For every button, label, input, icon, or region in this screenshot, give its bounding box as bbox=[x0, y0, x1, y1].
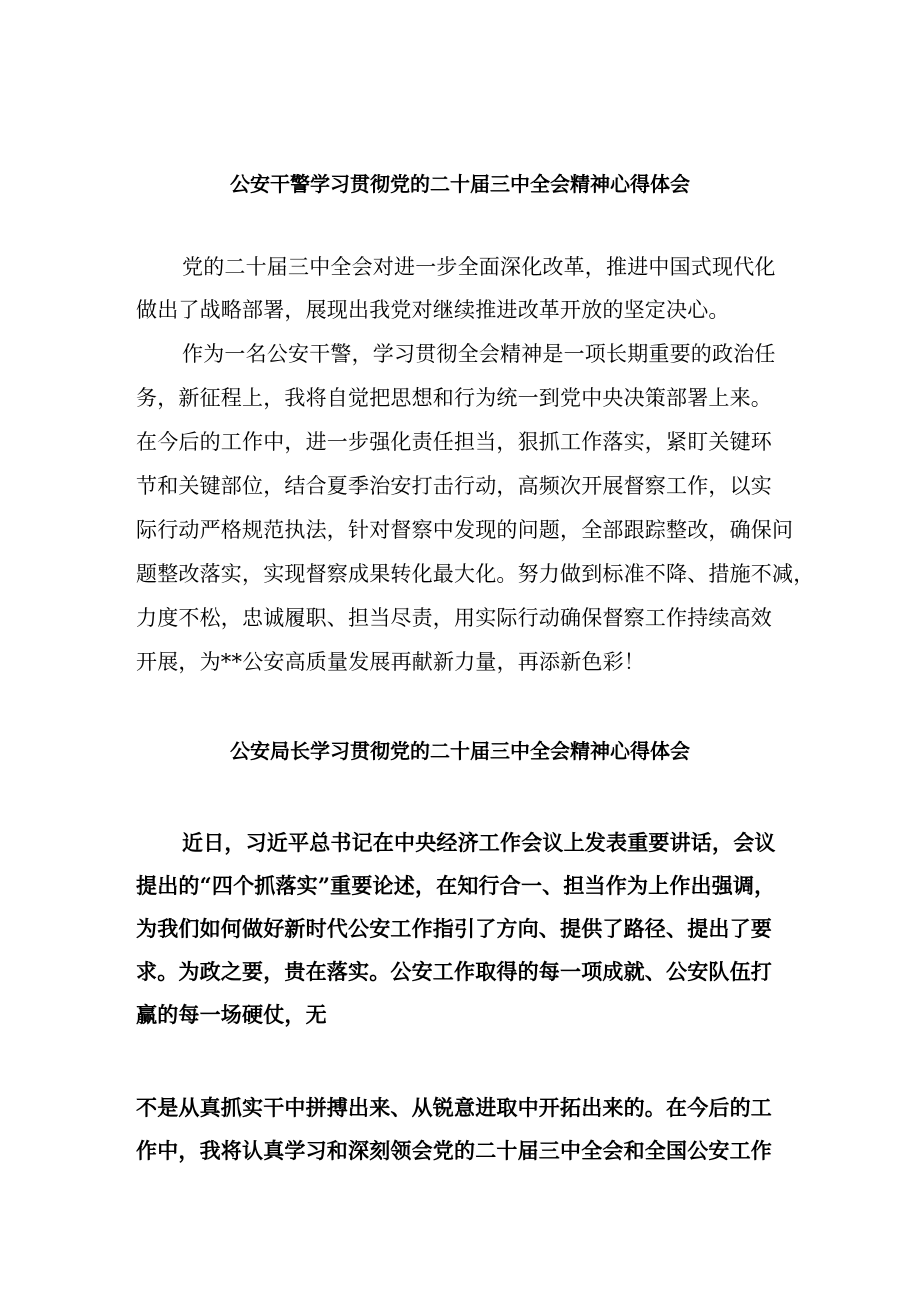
section1-line-1: 党的二十届三中全会对进一步全面深化改革，推进中国式现代化 bbox=[182, 255, 776, 279]
section2-line-7: 作中，我将认真学习和深刻领会党的二十届三中全会和全国公安工作 bbox=[136, 1138, 772, 1163]
section2-line-5: 赢的每一场硬仗，无 bbox=[136, 1002, 327, 1027]
section1-line-4: 务，新征程上，我将自觉把思想和行为统一到党中央决策部署上来。 bbox=[136, 386, 772, 410]
section1-line-9: 力度不松，忠诚履职、担当尽责，用实际行动确保督察工作持续高效 bbox=[136, 606, 772, 630]
section2-line-2: 提出的“四个抓落实”重要论述，在知行合一、担当作为上作出强调， bbox=[136, 873, 776, 898]
section2-line-3: 为我们如何做好新时代公安工作指引了方向、提供了路径、提出了要 bbox=[136, 916, 772, 941]
section1-title: 公安干警学习贯彻党的二十届三中全会精神心得体会 bbox=[230, 172, 690, 196]
section2-line-4: 求。为政之要，贵在落实。公安工作取得的每一项成就、公安队伍打 bbox=[136, 959, 772, 984]
section1-line-5: 在今后的工作中，进一步强化责任担当，狠抓工作落实，紧盯关键环 bbox=[136, 430, 772, 454]
section1-line-3: 作为一名公安干警，学习贯彻全会精神是一项长期重要的政治任 bbox=[182, 342, 776, 366]
section1-line-7: 际行动严格规范执法，针对督察中发现的问题，全部跟踪整改，确保问 bbox=[136, 518, 794, 542]
section2-line-1: 近日，习近平总书记在中央经济工作会议上发表重要讲话，会议 bbox=[182, 830, 776, 855]
section2-title: 公安局长学习贯彻党的二十届三中全会精神心得体会 bbox=[230, 739, 690, 763]
section2-line-6: 不是从真抓实干中拼搏出来、从锐意进取中开拓出来的。在今后的工 bbox=[136, 1095, 772, 1120]
section1-line-6: 节和关键部位，结合夏季治安打击行动，高频次开展督察工作，以实 bbox=[136, 474, 772, 498]
section1-line-2: 做出了战略部署，展现出我党对继续推进改革开放的坚定决心。 bbox=[136, 298, 730, 322]
section1-line-8: 题整改落实，实现督察成果转化最大化。努力做到标准不降、措施不减， bbox=[136, 562, 815, 586]
section1-line-10: 开展，为**公安高质量发展再献新力量，再添新色彩！ bbox=[136, 650, 645, 674]
